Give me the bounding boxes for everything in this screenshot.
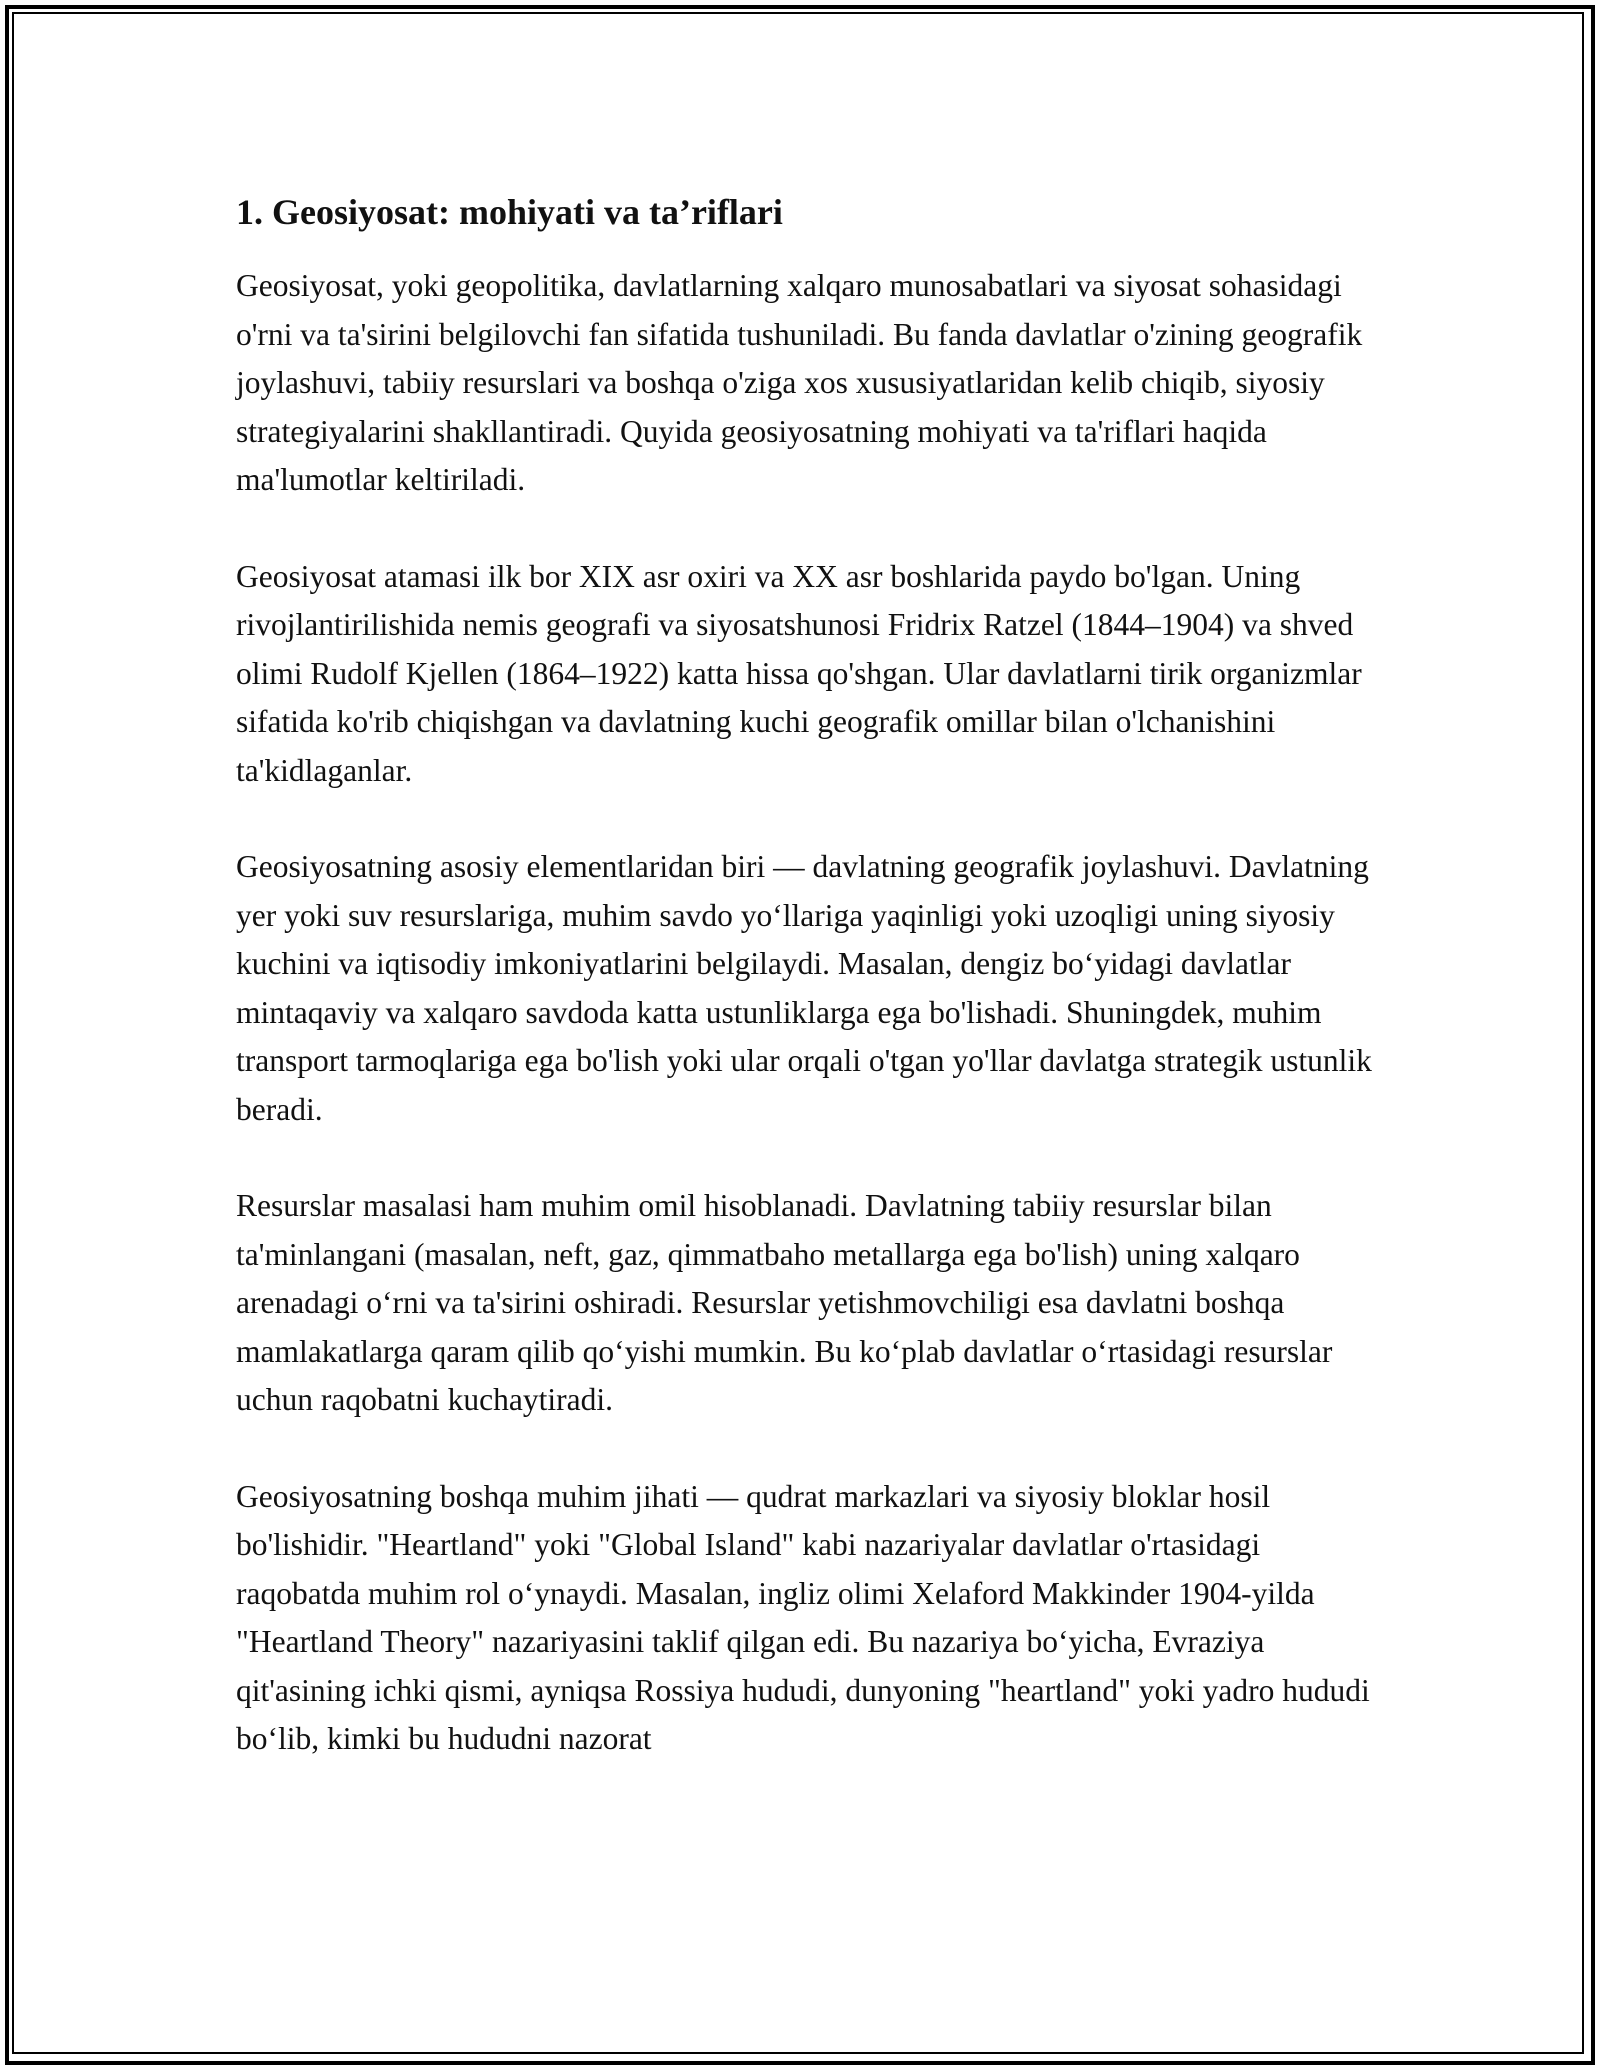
- paragraph-3: Geosiyosatning asosiy elementlaridan biri — davlatning geografik joylashuvi. Davlatning yer yoki suv resurslariga, muhim savdo yo‘llariga yaqinligi yoki uzoqligi uning siyosiy kuchini va iqtisodiy imkoniyatlarini belgilaydi. Masalan, dengiz bo‘yidagi davlatlar mintaqaviy va xalqaro savdoda katta ustunliklarga ega bo'lishadi. Shuningdek, muhim transport tarmoqlariga ega bo'lish yoki ular orqali o'tgan yo'llar davlatga strategik ustunlik beradi.: [236, 849, 1372, 1127]
- paragraph-4: Resurslar masalasi ham muhim omil hisoblanadi. Davlatning tabiiy resurslar bilan ta'minlangani (masalan, neft, gaz, qimmatbaho metallarga ega bo'lish) uning xalqaro arenadagi o‘rni va ta'sirini oshiradi. Resurslar yetishmovchiligi esa davlatni boshqa mamlakatlarga qaram qilib qo‘yishi mumkin. Bu ko‘plab davlatlar o‘rtasidagi resurslar uchun raqobatni kuchaytiradi.: [236, 1188, 1333, 1417]
- document-body: [236, 188, 1376, 1812]
- paragraph-1: Geosiyosat, yoki geopolitika, davlatlarning xalqaro munosabatlari va siyosat sohasidagi o'rni va ta'sirini belgilovchi fan sifatida tushuniladi. Bu fanda davlatlar o'zining geografik joylashuvi, tabiiy resurslari va boshqa o'ziga xos xususiyatlaridan kelib chiqib, siyosiy strategiyalarini shakllantiradi. Quyida geosiyosatning mohiyati va ta'riflari haqida ma'lumotlar keltiriladi.: [236, 268, 1363, 497]
- paragraph-5: Geosiyosatning boshqa muhim jihati — qudrat markazlari va siyosiy bloklar hosil bo'lishidir. "Heartland" yoki "Global Island" kabi nazariyalar davlatlar o'rtasidagi raqobatda muhim rol o‘ynaydi. Masalan, ingliz olimi Xelaford Makkinder 1904-yilda "Heartland Theory" nazariyasini taklif qilgan edi. Bu nazariya bo‘yicha, Evraziya qit'asining ichki qismi, ayniqsa Rossiya hududi, dunyoning "heartland" yoki yadro hududi bo‘lib, kimki bu hududni nazorat: [236, 1478, 1370, 1756]
- paragraph-2: Geosiyosat atamasi ilk bor XIX asr oxiri va XX asr boshlarida paydo bo'lgan. Uning rivojlantirilishida nemis geografi va siyosatshunosi Fridrix Ratzel (1844–1904) va shved olimi Rudolf Kjellen (1864–1922) katta hissa qo'shgan. Ular davlatlarni tirik organizmlar sifatida ko'rib chiqishgan va davlatning kuchi geografik omillar bilan o'lchanishini ta'kidlaganlar.: [236, 558, 1362, 788]
- section-heading: 1. Geosiyosat: mohiyati va ta’riflari: [236, 192, 783, 232]
